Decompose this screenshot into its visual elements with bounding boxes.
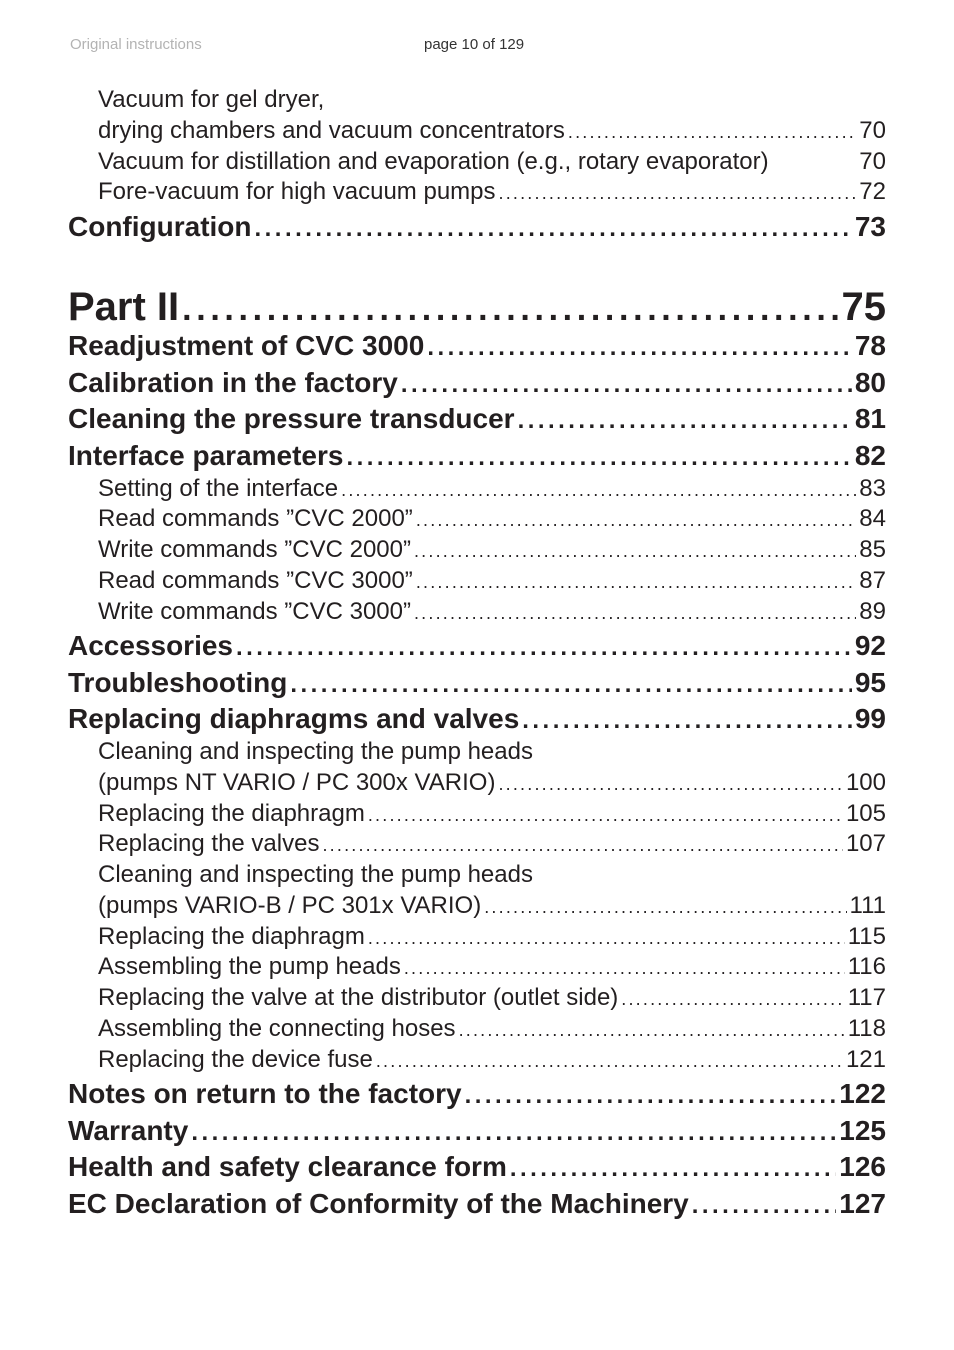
toc-entry[interactable] — [68, 667, 886, 699]
toc-entry[interactable] — [98, 984, 886, 1012]
toc-entry[interactable] — [98, 536, 886, 564]
toc-entry-page: 99 — [854, 703, 886, 734]
toc-entry-title: Write commands ”CVC 2000” — [98, 536, 411, 563]
toc-entry[interactable] — [98, 953, 886, 981]
toc-entry-title: Part II — [68, 285, 180, 329]
toc-entry-title: Interface parameters — [68, 440, 344, 471]
toc-entry[interactable] — [68, 367, 886, 399]
toc-entry-title: Setting of the interface — [98, 475, 339, 502]
toc-dot-leader — [236, 630, 852, 662]
toc-entry[interactable] — [98, 1015, 886, 1043]
toc-entry-title: Accessories — [68, 630, 234, 661]
toc-entry-page: 70 — [859, 117, 886, 144]
toc-entry-page: 80 — [854, 367, 886, 398]
toc-entry-page: 95 — [854, 667, 886, 698]
toc-entry-title: EC Declaration of Conformity of the Machinery — [68, 1188, 689, 1219]
toc-entry[interactable] — [68, 285, 886, 330]
toc-entry-page: 72 — [859, 178, 886, 205]
toc-entry-title: (pumps VARIO-B / PC 301x VARIO) — [98, 892, 482, 919]
toc-entry-page: 105 — [845, 800, 886, 827]
toc-dot-leader — [621, 984, 844, 1012]
toc-entry-page: 87 — [859, 567, 886, 594]
toc-entry-page: 115 — [847, 923, 886, 950]
toc-entry[interactable] — [98, 800, 886, 828]
toc-dot-leader — [499, 178, 857, 206]
toc-entry-page: 116 — [847, 953, 886, 980]
toc-dot-leader — [401, 367, 852, 399]
toc-entry[interactable] — [98, 475, 886, 503]
toc-entry-page: 118 — [847, 1015, 886, 1042]
toc-entry-page: 107 — [845, 830, 886, 857]
toc-entry[interactable] — [68, 440, 886, 472]
toc-entry-page: 89 — [859, 598, 886, 625]
toc-entry-title: Assembling the pump heads — [98, 953, 401, 980]
toc-dot-leader — [459, 1015, 845, 1043]
toc-entry-title: Readjustment of CVC 3000 — [68, 330, 425, 361]
toc-entry-page: 100 — [845, 769, 886, 796]
toc-entry-page: 122 — [839, 1078, 886, 1109]
toc-entry[interactable] — [68, 1115, 886, 1147]
toc-entry-title: (pumps NT VARIO / PC 300x VARIO) — [98, 769, 496, 796]
toc-entry[interactable] — [68, 330, 886, 362]
toc-dot-leader — [414, 536, 856, 564]
toc-entry-title: Vacuum for distillation and evaporation (e.g., rotary evaporator) — [98, 148, 769, 175]
toc-entry[interactable] — [98, 567, 886, 595]
toc-entry-title: Read commands ”CVC 3000” — [98, 567, 413, 594]
toc-entry[interactable] — [98, 830, 886, 858]
toc-entry-title: Cleaning and inspecting the pump heads — [98, 738, 533, 765]
toc-entry[interactable] — [98, 117, 886, 145]
toc-entry-page: 85 — [859, 536, 886, 563]
toc-entry[interactable] — [68, 1188, 886, 1220]
toc-entry-page: 78 — [854, 330, 886, 361]
toc-entry-page: 121 — [845, 1046, 886, 1073]
toc-entry-title: Replacing the device fuse — [98, 1046, 373, 1073]
toc-dot-leader — [368, 923, 845, 951]
toc-dot-leader — [414, 598, 856, 626]
toc-entry[interactable] — [68, 703, 886, 735]
toc-dot-leader — [290, 667, 852, 699]
toc-dot-leader — [255, 211, 852, 243]
toc-entry[interactable] — [98, 738, 886, 766]
toc-entry-page: 75 — [841, 285, 886, 329]
toc-entry-title: Read commands ”CVC 2000” — [98, 505, 413, 532]
toc-entry[interactable] — [68, 630, 886, 662]
toc-entry-title: Calibration in the factory — [68, 367, 398, 398]
toc-dot-leader — [341, 475, 856, 503]
toc-dot-leader — [368, 800, 843, 828]
toc-dot-leader — [427, 330, 852, 362]
toc-entry[interactable] — [98, 178, 886, 206]
toc-entry-page: 70 — [859, 148, 886, 175]
toc-entry-title: Replacing diaphragms and valves — [68, 703, 520, 734]
toc-dot-leader — [484, 892, 846, 920]
toc-entry[interactable] — [98, 923, 886, 951]
toc-entry-title: drying chambers and vacuum concentrators — [98, 117, 565, 144]
toc-dot-leader — [346, 440, 851, 472]
toc-entry-title: Fore-vacuum for high vacuum pumps — [98, 178, 496, 205]
toc-entry-page: 83 — [859, 475, 886, 502]
toc-entry-title: Replacing the diaphragm — [98, 923, 365, 950]
toc-entry-page: 117 — [847, 984, 886, 1011]
toc-entry-page: 92 — [854, 630, 886, 661]
toc-dot-leader — [416, 505, 856, 533]
toc-entry-title: Replacing the valve at the distributor (outlet side) — [98, 984, 619, 1011]
toc-entry-title: Assembling the connecting hoses — [98, 1015, 456, 1042]
toc-dot-leader — [191, 1115, 836, 1147]
toc-dot-leader — [518, 403, 852, 435]
toc-dot-leader — [404, 953, 845, 981]
header-left-text: Original instructions — [70, 36, 202, 53]
toc-dot-leader — [510, 1151, 836, 1183]
toc-entry-title: Health and safety clearance form — [68, 1151, 507, 1182]
toc-entry-title: Cleaning the pressure transducer — [68, 403, 515, 434]
toc-dot-leader — [692, 1188, 837, 1220]
toc-entry-page: 82 — [854, 440, 886, 471]
toc-dot-leader — [498, 769, 843, 797]
toc-entry-page: 127 — [839, 1188, 886, 1219]
toc-entry[interactable] — [98, 505, 886, 533]
toc-dot-leader — [465, 1078, 837, 1110]
toc-entry-page: 73 — [854, 211, 886, 242]
toc-entry[interactable] — [98, 861, 886, 889]
toc-entry-page: 84 — [859, 505, 886, 532]
toc-dot-leader — [322, 830, 842, 858]
toc-entry[interactable] — [68, 403, 886, 435]
toc-entry[interactable] — [98, 769, 886, 797]
toc-entry[interactable] — [98, 598, 886, 626]
toc-entry-title: Replacing the valves — [98, 830, 320, 857]
toc-entry-page: 125 — [839, 1115, 886, 1146]
toc-dot-leader — [376, 1046, 843, 1074]
toc-entry-page: 111 — [849, 892, 886, 919]
toc-entry[interactable] — [68, 211, 886, 243]
toc-entry-page: 126 — [839, 1151, 886, 1182]
toc-dot-leader — [182, 285, 838, 330]
toc-entry-title: Cleaning and inspecting the pump heads — [98, 861, 533, 888]
page-number-label: page 10 of 129 — [424, 36, 525, 53]
toc-entry-title: Vacuum for gel dryer, — [98, 86, 325, 113]
toc-entry[interactable] — [98, 148, 886, 176]
toc-entry[interactable] — [68, 1078, 886, 1110]
toc-entry-title: Replacing the diaphragm — [98, 800, 365, 827]
toc-entry-page: 81 — [854, 403, 886, 434]
toc-entry-title: Configuration — [68, 211, 252, 242]
toc-entry[interactable] — [98, 892, 886, 920]
toc-dot-leader — [416, 567, 856, 595]
toc-dot-leader — [522, 703, 852, 735]
toc-entry[interactable] — [68, 1151, 886, 1183]
toc-entry-title: Notes on return to the factory — [68, 1078, 462, 1109]
toc-entry-title: Troubleshooting — [68, 667, 288, 698]
toc-entry-title: Warranty — [68, 1115, 189, 1146]
toc-entry[interactable] — [98, 1046, 886, 1074]
toc-entry-title: Write commands ”CVC 3000” — [98, 598, 411, 625]
toc-entry[interactable] — [98, 86, 886, 114]
toc-dot-leader — [568, 117, 856, 145]
